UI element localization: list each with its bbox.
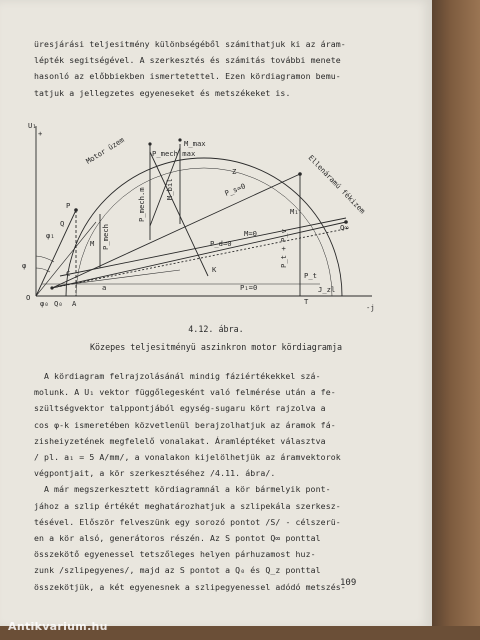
label-a-small: a xyxy=(102,283,107,292)
circle-diagram-figure xyxy=(0,118,432,323)
point-z xyxy=(298,172,302,176)
current-vector-op xyxy=(36,210,76,296)
body-line: molunk. A U₁ vektor függőlegesként való felmérése után a fe- xyxy=(34,387,336,398)
watermark: Antikvarium.hu xyxy=(8,620,108,633)
label-phi0: φ₀ xyxy=(40,299,49,308)
body-line: szültségvektor talppontjából egység-sugaru kört rajzolva a xyxy=(34,403,326,414)
label-m0: M=0 xyxy=(244,229,257,238)
label-c: C xyxy=(66,269,71,278)
label-phi: φ xyxy=(22,261,27,270)
body-line: A kördiagram felrajzolásánál mindig fáziértékekkel szá- xyxy=(44,371,321,381)
intro-paragraph xyxy=(34,36,364,101)
label-pd0: P_d=0 xyxy=(210,239,232,248)
label-p1-0: P₁=0 xyxy=(240,283,258,292)
book-edge xyxy=(432,0,480,640)
intro-line: lépték segitségével. A szerkesztés és számitás további menete xyxy=(34,55,341,66)
point-mmax xyxy=(178,138,181,141)
line-q0-to-z xyxy=(52,174,300,288)
label-qo: Q₀ xyxy=(54,299,63,308)
label-brake-zone: Ellenáramú fékizem xyxy=(306,153,368,216)
body-line: összekötjük, a két egyenesnek a szlipegyenessel adódó metszés- xyxy=(34,581,346,592)
label-jzl: J_zl xyxy=(318,285,336,294)
label-qinf: Q∞ xyxy=(340,223,349,232)
body-line: cos φ-k ismeretében közvetlenül berajzolhatjuk az áramok fá- xyxy=(34,419,336,430)
body-line: / pl. a₁ = 5 A/mm/, a vonalakon kijelölhetjük az áramvektorok xyxy=(34,452,341,463)
label-u1: U₁ xyxy=(28,121,37,130)
figure-caption-title: Közepes teljesitményü aszinkron motor kördiagramja xyxy=(89,342,343,352)
label-a: A xyxy=(72,299,77,308)
label-m1: M₁ xyxy=(290,207,299,216)
point-pmax xyxy=(148,142,151,145)
body-line: en a kör alsó, generátoros részén. Az S pontot Q∞ ponttal xyxy=(34,533,321,544)
intro-line: hasonló az előbbiekben ismertetettel. Ezen kördiagramon bemu- xyxy=(34,71,341,82)
label-pt: P_t xyxy=(304,271,317,280)
body-line: végpontjait, a kör szerkesztéséhez /4.11. ábra/. xyxy=(34,468,276,479)
label-plus: + xyxy=(38,129,43,138)
label-motor-zone: Motor üzem xyxy=(84,135,126,166)
intro-line: üresjárási teljesitmény különbségéből számithatjuk ki az áram- xyxy=(34,39,346,49)
label-p: P xyxy=(66,201,71,210)
body-line: zunk /szlipegyenes/, majd az S pontot a Q₀ és Q_z ponttal xyxy=(34,565,321,576)
label-z: Z xyxy=(232,167,237,176)
label-pmech-max: P_mech max xyxy=(152,149,196,158)
label-m: M xyxy=(90,239,95,248)
point-qo xyxy=(50,286,53,289)
label-pmech: P_mech xyxy=(101,224,110,250)
label-minus-j: -j xyxy=(366,303,375,312)
body-line: A már megszerkesztett kördiagramnál a kör bármelyik pont- xyxy=(44,484,331,495)
label-ps0: P_s=0 xyxy=(223,181,247,198)
label-o: O xyxy=(26,293,31,302)
intro-line: tatjuk a jellegzetes egyeneseket és metszékeket is. xyxy=(34,87,291,98)
point-p xyxy=(74,208,78,212)
label-k: K xyxy=(212,265,217,274)
figure-caption-number: 4.12. ábra. xyxy=(188,324,244,334)
label-q: Q xyxy=(60,219,65,228)
body-paragraph xyxy=(34,368,364,595)
body-line: összekötő egyenessel tetszőleges helyen párhuzamost huz- xyxy=(34,549,316,560)
inner-circle-arc xyxy=(76,168,332,296)
line-mech-power xyxy=(52,222,346,288)
label-t: T xyxy=(304,297,309,306)
label-pmech-m: P_mech.m xyxy=(137,187,146,222)
phi-arc xyxy=(36,256,54,262)
label-phi1: φ₁ xyxy=(46,231,55,240)
label-pt-pv: P_t + P_v xyxy=(279,229,288,268)
label-mhat: M_bil xyxy=(165,178,174,200)
body-line: jához a szlip értékét meghatározhatjuk a szlipekála szerkesz- xyxy=(34,500,341,511)
page-number: 109 xyxy=(340,578,357,588)
body-line: zisheiyzetének megfelelő vonalakat. Áramléptéket választva xyxy=(34,435,326,446)
body-line: tésével. Először felveszünk egy sorozó pontot /S/ - célszerü- xyxy=(34,516,341,527)
label-mmax: M_max xyxy=(184,139,206,148)
